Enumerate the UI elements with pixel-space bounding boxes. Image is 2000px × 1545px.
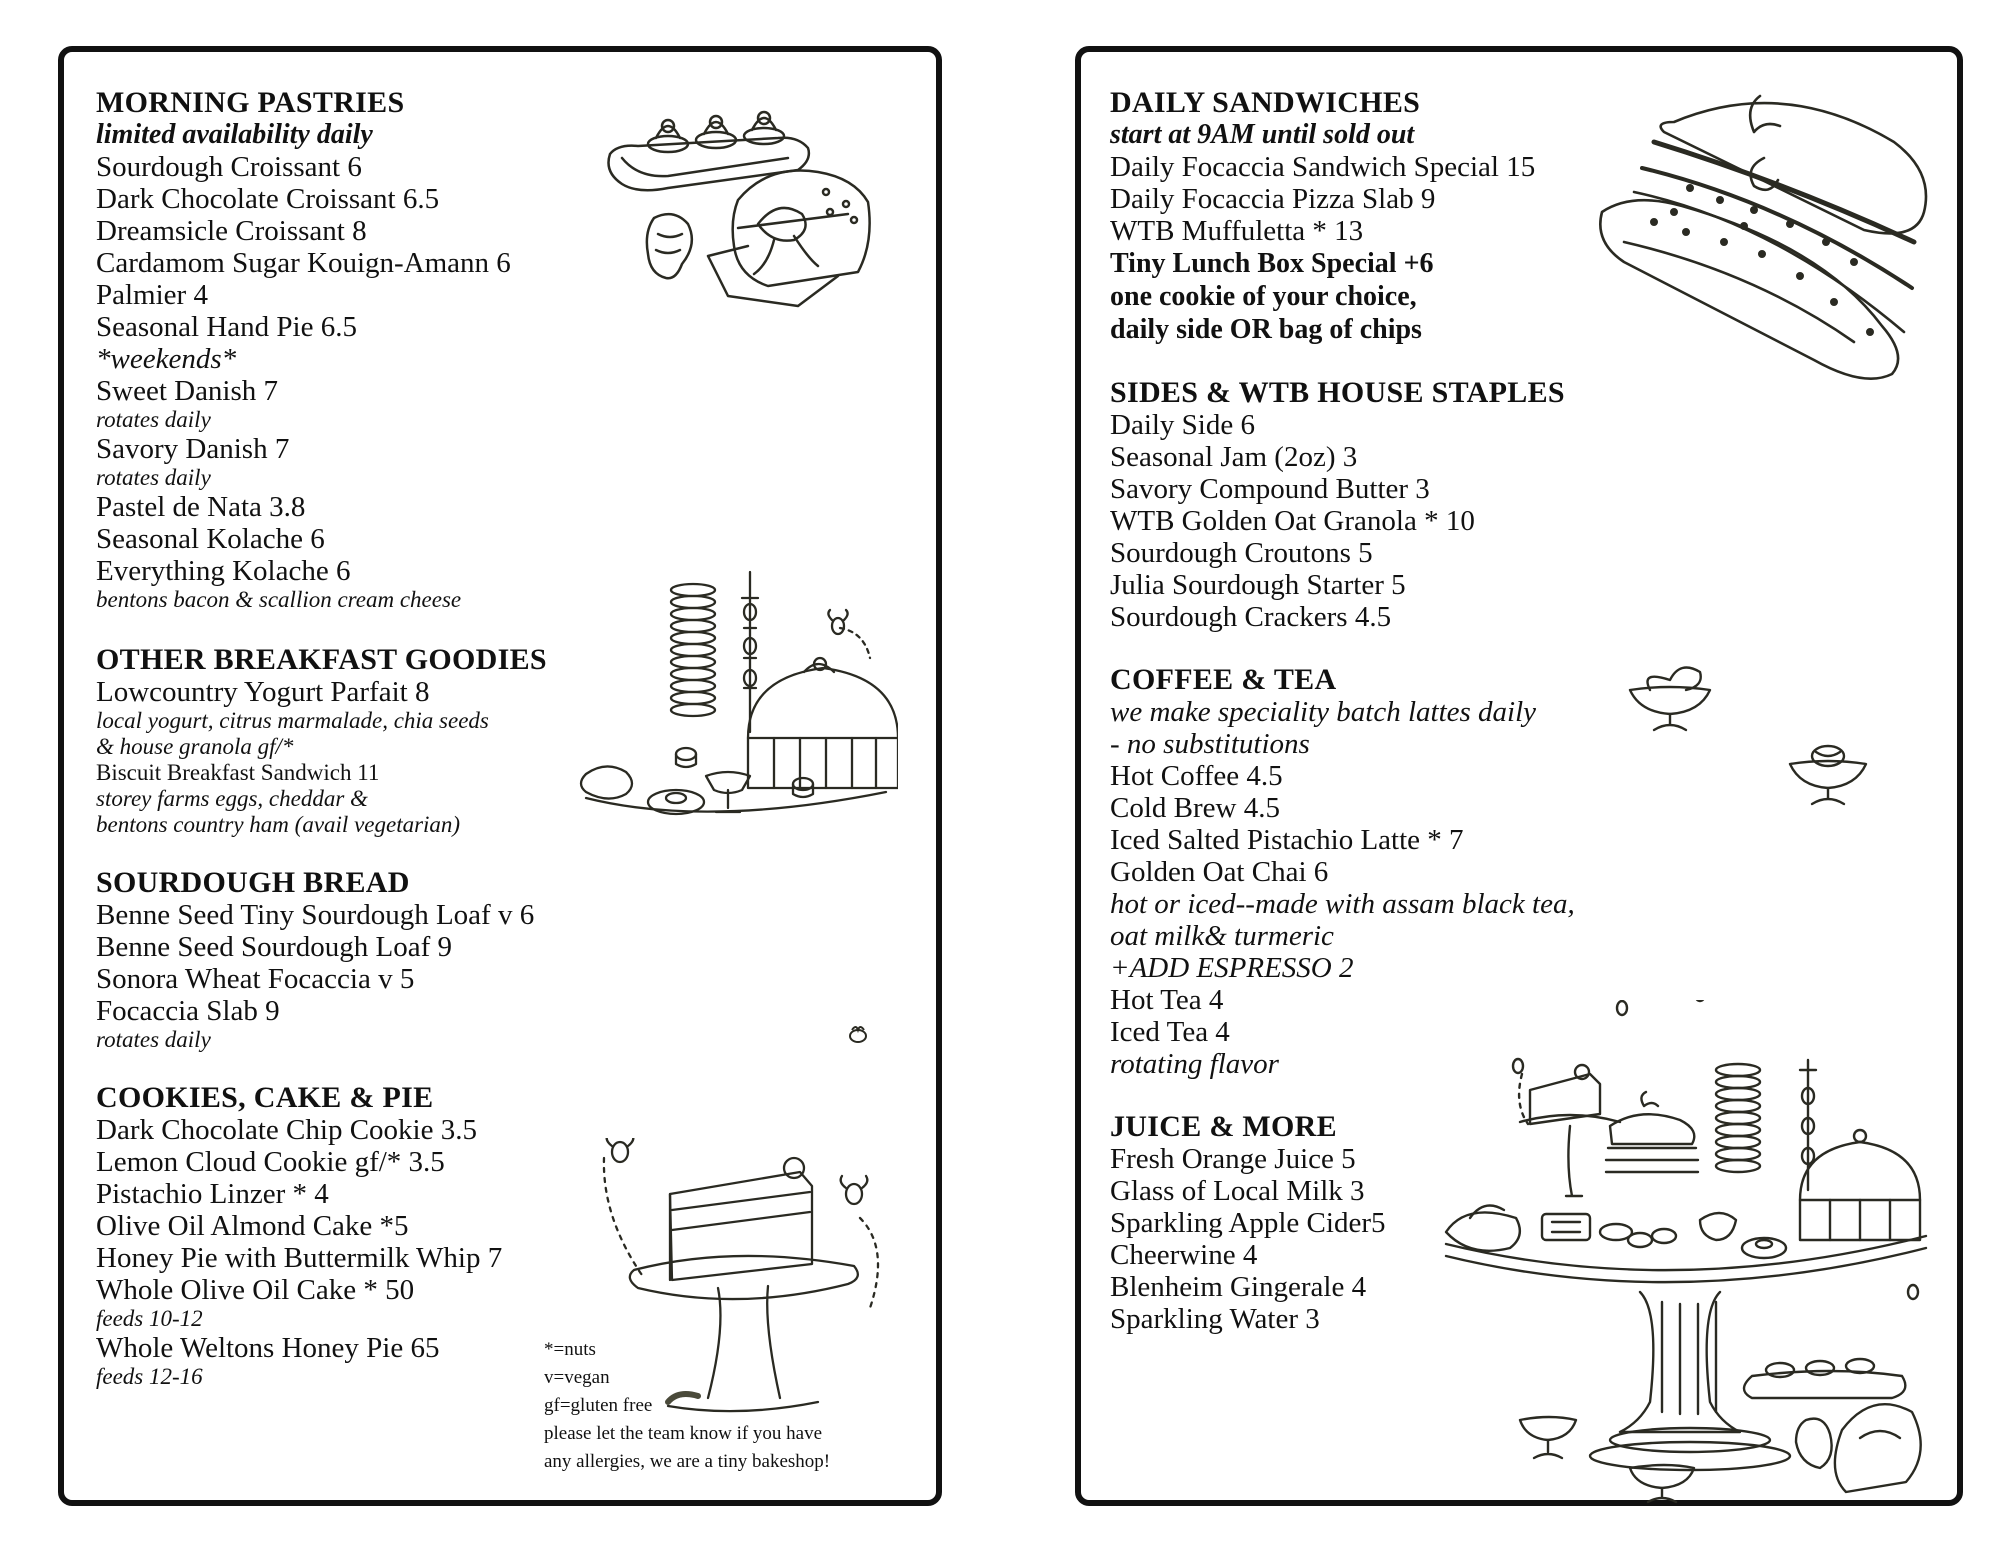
- menu-item: Julia Sourdough Starter 5: [1110, 569, 1406, 601]
- item-note: & house granola gf/*: [96, 734, 294, 759]
- section-sides-staples: [1110, 376, 1630, 633]
- item-note: rotates daily: [96, 407, 211, 432]
- menu-item: Pistachio Linzer * 4: [96, 1178, 329, 1210]
- menu-item: Sourdough Crackers 4.5: [1110, 601, 1392, 633]
- menu-item: Pastel de Nata 3.8: [96, 491, 306, 523]
- cake-stand-illustration: [598, 1138, 898, 1418]
- menu-item: Focaccia Slab 9: [96, 995, 280, 1027]
- menu-item: Cold Brew 4.5: [1110, 792, 1280, 824]
- item-note: bentons country ham (avail vegetarian): [96, 812, 461, 837]
- menu-item: Sweet Danish 7: [96, 375, 279, 407]
- cake-on-pedestal: [1520, 1065, 1620, 1196]
- menu-item: Iced Tea 4: [1110, 1016, 1230, 1048]
- menu-item: Whole Olive Oil Cake * 50: [96, 1274, 415, 1306]
- menu-item: Seasonal Jam (2oz) 3: [1110, 441, 1358, 473]
- left-menu-column: [96, 86, 616, 1418]
- menu-item: Honey Pie with Buttermilk Whip 7: [96, 1242, 503, 1274]
- section-heading: MORNING PASTRIES: [96, 86, 405, 119]
- menu-item: Lemon Cloud Cookie gf/* 3.5: [96, 1146, 445, 1178]
- menu-item: Golden Oat Chai 6: [1110, 856, 1329, 888]
- section-sourdough-bread: [96, 866, 616, 1053]
- sandwich-illustration: [1594, 92, 1938, 392]
- pancake-stack: [671, 584, 715, 716]
- pancake-stack: [1716, 1064, 1760, 1172]
- weekends-label: *weekends*: [96, 343, 237, 375]
- cake-dome: [1800, 1130, 1920, 1240]
- dessert-bowl-icon: [1784, 734, 1874, 814]
- menu-item: Daily Focaccia Sandwich Special 15: [1110, 151, 1536, 183]
- legend-line: any allergies, we are a tiny bakeshop!: [544, 1451, 831, 1472]
- menu-item: Lowcountry Yogurt Parfait 8: [96, 676, 430, 708]
- section-daily-sandwiches: [1110, 86, 1630, 346]
- section-heading: COFFEE & TEA: [1110, 663, 1337, 696]
- section-heading: COOKIES, CAKE & PIE: [96, 1081, 434, 1114]
- menu-item: Seasonal Hand Pie 6.5: [96, 311, 357, 343]
- special-line: daily side OR bag of chips: [1110, 314, 1422, 345]
- item-note: oat milk& turmeric: [1110, 920, 1334, 952]
- menu-item: Hot Coffee 4.5: [1110, 760, 1283, 792]
- menu-item: Dreamsicle Croissant 8: [96, 215, 367, 247]
- menu-item: WTB Muffuletta * 13: [1110, 215, 1364, 247]
- menu-item: Cardamom Sugar Kouign-Amann 6: [96, 247, 511, 279]
- item-note: feeds 12-16: [96, 1364, 203, 1389]
- item-note: hot or iced--made with assam black tea,: [1110, 888, 1575, 920]
- stand-base: [1590, 1292, 1790, 1470]
- menu-item: Olive Oil Almond Cake *5: [96, 1210, 409, 1242]
- legend-line: v=vegan: [544, 1367, 610, 1388]
- menu-item: Palmier 4: [96, 279, 208, 311]
- menu-item: Savory Danish 7: [96, 433, 290, 465]
- section-morning-pastries: [96, 86, 616, 613]
- section-heading: JUICE & MORE: [1110, 1110, 1337, 1143]
- menu-item: Sparkling Apple Cider5: [1110, 1207, 1386, 1239]
- menu-item: Daily Side 6: [1110, 409, 1255, 441]
- menu-item: Whole Weltons Honey Pie 65: [96, 1332, 440, 1364]
- menu-item: Savory Compound Butter 3: [1110, 473, 1430, 505]
- menu-item: Fresh Orange Juice 5: [1110, 1143, 1356, 1175]
- menu-item: Seasonal Kolache 6: [96, 523, 325, 555]
- add-on-note: +ADD ESPRESSO 2: [1110, 952, 1354, 984]
- menu-item: Sparkling Water 3: [1110, 1303, 1320, 1335]
- legend-line: gf=gluten free: [544, 1395, 653, 1416]
- section-subheading: limited availability daily: [96, 119, 373, 150]
- menu-item: Hot Tea 4: [1110, 984, 1224, 1016]
- item-note: feeds 10-12: [96, 1306, 203, 1331]
- pancake-sandwich: [1606, 1092, 1698, 1172]
- dessert-bowl-icon: [1620, 660, 1720, 740]
- section-note: we make speciality batch lattes daily: [1110, 696, 1537, 728]
- section-heading: OTHER BREAKFAST GOODIES: [96, 643, 547, 676]
- item-note: rotates daily: [96, 1027, 211, 1052]
- legend-line: *=nuts: [544, 1339, 596, 1360]
- dessert-table-illustration: [1440, 1000, 1940, 1510]
- menu-item: Benne Seed Sourdough Loaf 9: [96, 931, 452, 963]
- menu-item: Biscuit Breakfast Sandwich 11: [96, 760, 380, 785]
- bee-icon: [846, 1022, 870, 1046]
- item-note: local yogurt, citrus marmalade, chia seeds: [96, 708, 489, 733]
- section-other-breakfast: [96, 643, 616, 838]
- menu-item: Iced Salted Pistachio Latte * 7: [1110, 824, 1464, 856]
- menu-item: Daily Focaccia Pizza Slab 9: [1110, 183, 1436, 215]
- menu-item: Benne Seed Tiny Sourdough Loaf v 6: [96, 899, 535, 931]
- cake-dome: [748, 658, 898, 788]
- special-line: one cookie of your choice,: [1110, 281, 1417, 312]
- section-subheading: start at 9AM until sold out: [1110, 119, 1415, 150]
- section-heading: SOURDOUGH BREAD: [96, 866, 410, 899]
- menu-item: Sonora Wheat Focaccia v 5: [96, 963, 415, 995]
- special-line: Tiny Lunch Box Special +6: [1110, 248, 1434, 279]
- menu-item: Everything Kolache 6: [96, 555, 351, 587]
- item-note: bentons bacon & scallion cream cheese: [96, 587, 462, 612]
- legend-line: please let the team know if you have: [544, 1423, 823, 1444]
- section-heading: DAILY SANDWICHES: [1110, 86, 1421, 119]
- section-cookies-cake-pie: [96, 1081, 616, 1390]
- pastry-tray-illustration: [598, 108, 898, 308]
- section-note: - no substitutions: [1110, 728, 1310, 760]
- menu-item: Dark Chocolate Chip Cookie 3.5: [96, 1114, 477, 1146]
- menu-item: Sourdough Croissant 6: [96, 151, 362, 183]
- menu-item: Blenheim Gingerale 4: [1110, 1271, 1367, 1303]
- menu-item: Dark Chocolate Croissant 6.5: [96, 183, 440, 215]
- small-tray: [1744, 1359, 1905, 1398]
- cake-slice: [670, 1158, 812, 1280]
- breakfast-table-illustration: [578, 568, 898, 838]
- item-note: rotates daily: [96, 465, 211, 490]
- menu-item: WTB Golden Oat Granola * 10: [1110, 505, 1475, 537]
- item-note: rotating flavor: [1110, 1048, 1279, 1080]
- section-heading: SIDES & WTB HOUSE STAPLES: [1110, 376, 1565, 409]
- item-note: storey farms eggs, cheddar &: [96, 786, 368, 811]
- menu-item: Glass of Local Milk 3: [1110, 1175, 1365, 1207]
- menu-item: Cheerwine 4: [1110, 1239, 1258, 1271]
- menu-item: Sourdough Croutons 5: [1110, 537, 1373, 569]
